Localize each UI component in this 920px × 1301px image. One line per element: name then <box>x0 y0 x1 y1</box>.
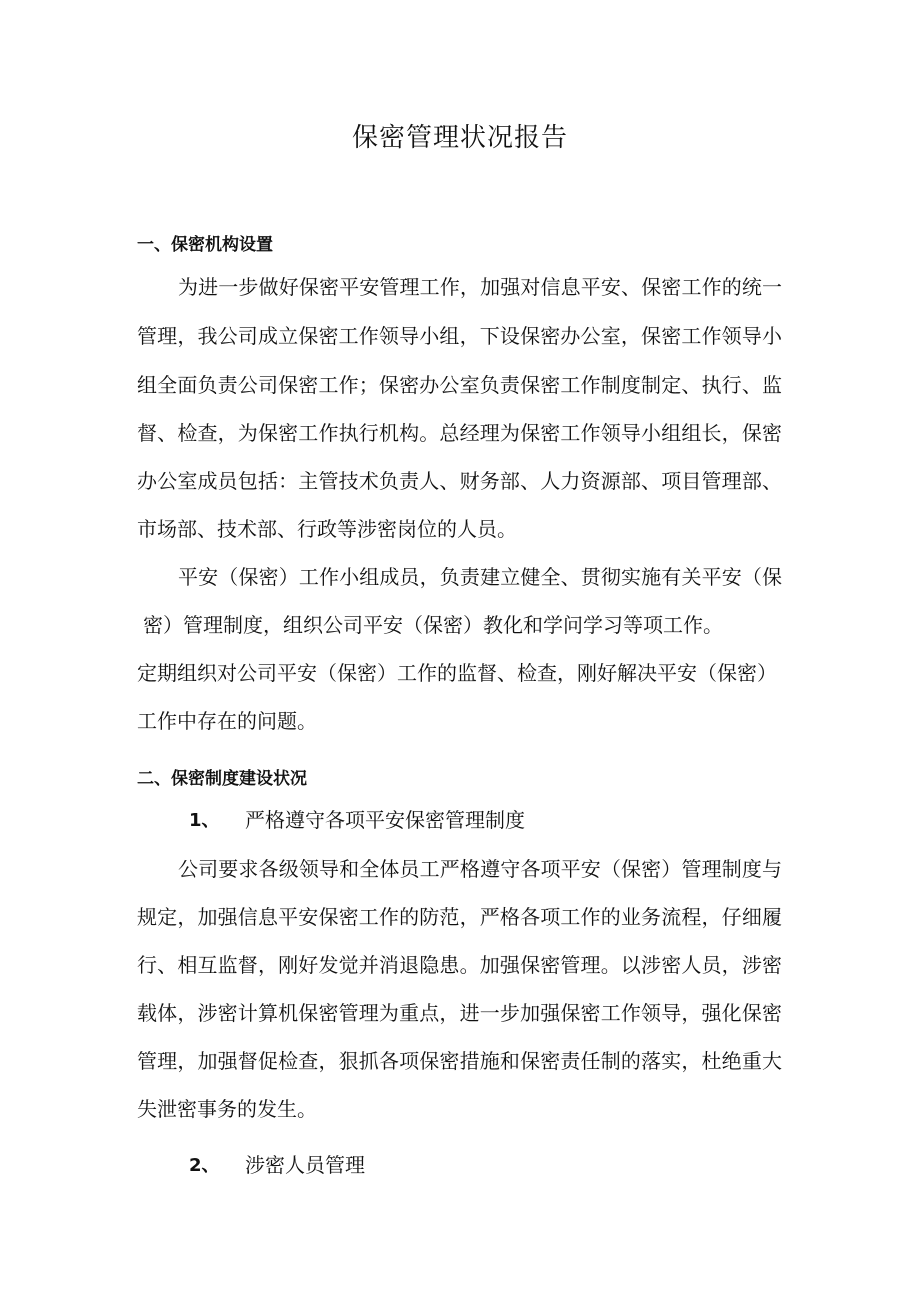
paragraph-line: 行、相互监督，刚好发觉并消退隐患。加强保密管理。以涉密人员，涉密 <box>137 953 782 977</box>
paragraph-line: 规定，加强信息平安保密工作的防范，严格各项工作的业务流程，仔细履 <box>137 905 782 929</box>
section-heading-system: 二、保密制度建设状况 <box>137 769 307 789</box>
item-number: 2、 <box>189 1155 220 1176</box>
item-title: 严格遵守各项平安保密管理制度 <box>245 808 525 832</box>
paragraph-line: 公司要求各级领导和全体员工严格遵守各项平安（保密）管理制度与 <box>178 857 782 881</box>
paragraph-line: 失泄密事务的发生。 <box>137 1097 317 1121</box>
paragraph-line: 管理，我公司成立保密工作领导小组，下设保密办公室，保密工作领导小 <box>137 324 782 348</box>
item-title: 涉密人员管理 <box>245 1153 365 1177</box>
paragraph-line: 市场部、技术部、行政等涉密岗位的人员。 <box>137 517 517 541</box>
item-number: 1、 <box>189 810 220 831</box>
paragraph-line: 管理，加强督促检查，狠抓各项保密措施和保密责任制的落实，杜绝重大 <box>137 1049 782 1073</box>
paragraph-line: 为进一步做好保密平安管理工作，加强对信息平安、保密工作的统一 <box>178 275 782 299</box>
paragraph-line: 办公室成员包括：主管技术负责人、财务部、人力资源部、项目管理部、 <box>137 469 782 493</box>
paragraph-line: 平安（保密）工作小组成员，负责建立健全、贯彻实施有关平安（保 <box>178 565 782 589</box>
paragraph-line: 督、检查，为保密工作执行机构。总经理为保密工作领导小组组长，保密 <box>137 421 782 445</box>
paragraph-line: 组全面负责公司保密工作；保密办公室负责保密工作制度制定、执行、监 <box>137 373 782 397</box>
paragraph-line: 载体，涉密计算机保密管理为重点，进一步加强保密工作领导，强化保密 <box>137 1001 782 1025</box>
paragraph-line: 密）管理制度，组织公司平安（保密）教化和学问学习等项工作。 <box>143 613 723 637</box>
paragraph-line: 工作中存在的问题。 <box>137 709 317 733</box>
section-heading-organization: 一、保密机构设置 <box>137 235 273 255</box>
paragraph-line: 定期组织对公司平安（保密）工作的监督、检查，刚好解决平安（保密） <box>137 661 777 685</box>
document-title: 保密管理状况报告 <box>351 123 568 153</box>
